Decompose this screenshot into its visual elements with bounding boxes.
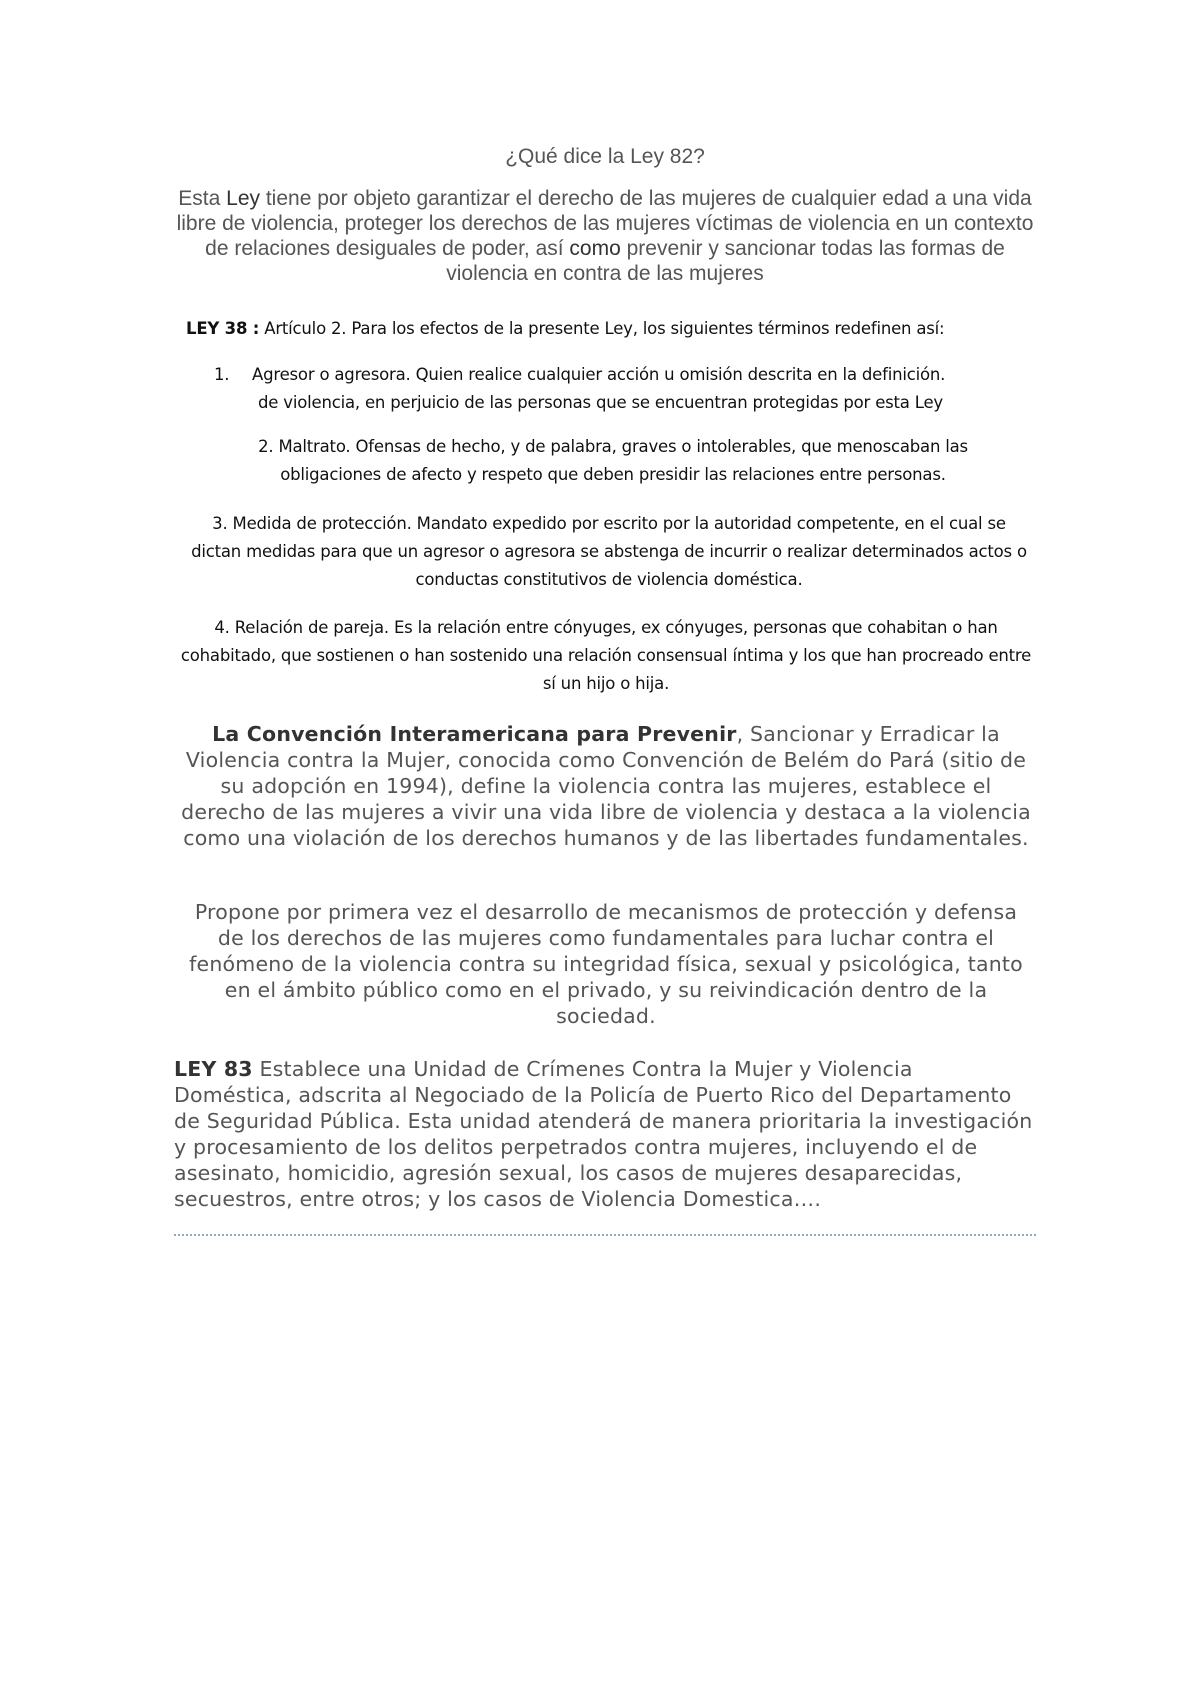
dotted-underline (174, 1234, 1036, 1236)
ley38-item-4: 4. Relación de pareja. Es la relación entre cónyuges, ex cónyuges, personas que cohabitan o han cohabitado, que sostienen o han sostenido una relación consensual íntima y los que han procreado entre sí un hijo o hija. (180, 618, 1032, 693)
convencion-paragraph: La Convención Interamericana para Prevenir, Sancionar y Erradicar la Violencia contra la Mujer, conocida como Convención de Belém do Pará (sitio de su adopción en 1994), define la violencia contra las mujeres, establece el derecho de las mujeres a vivir una vida libre de violencia y destaca a la violencia como una violación de los derechos humanos y de las libertades fundamentales. (181, 722, 1031, 850)
ley83-paragraph: LEY 83 Establece una Unidad de Crímenes Contra la Mujer y Violencia Doméstica, adscrita al Negociado de la Policía de Puerto Rico del Departamento de Seguridad Pública. Esta unidad atenderá de manera prioritaria la investigación y procesamiento de los delitos perpetrados contra mujeres, incluyendo el de asesinato, homicidio, agresión sexual, los casos de mujeres desaparecidas, secuestros, entre otros; y los casos de Violencia Domestica…. (174, 1057, 1033, 1211)
ley38-item-3: 3. Medida de protección. Mandato expedido por escrito por la autoridad competente, en el cual se dictan medidas para que un agresor o agresora se abstenga de incurrir o realizar determinados actos o conductas constitutivos de violencia doméstica. (191, 514, 1027, 589)
ley38-item-1-line2: de violencia, en perjuicio de las personas que se encuentran protegidas por esta Ley (258, 393, 943, 412)
page-title: ¿Qué dice la Ley 82? (505, 145, 705, 168)
ley38-heading: LEY 38 : Artículo 2. Para los efectos de la presente Ley, los siguientes términos redefinen así: (186, 319, 945, 338)
ley38-item-1-number: 1. (214, 365, 230, 384)
propone-paragraph: Propone por primera vez el desarrollo de mecanismos de protección y defensa de los derechos de las mujeres como fundamentales para luchar contra el fenómeno de la violencia contra su integridad física, sexual y psicológica, tanto en el ámbito público como en el privado, y su reivindicación dentro de la sociedad. (189, 900, 1023, 1028)
intro-paragraph: Esta Ley tiene por objeto garantizar el derecho de las mujeres de cualquier edad a una vida libre de violencia, proteger los derechos de las mujeres víctimas de violencia en un contexto de relaciones desiguales de poder, así como prevenir y sancionar todas las formas de violencia en contra de las mujeres (176, 187, 1034, 285)
ley38-item-2: 2. Maltrato. Ofensas de hecho, y de palabra, graves o intolerables, que menoscaban las obligaciones de afecto y respeto que deben presidir las relaciones entre personas. (258, 437, 968, 484)
ley38-item-1-line1: Agresor o agresora. Quien realice cualquier acción u omisión descrita en la definición. (252, 365, 946, 384)
